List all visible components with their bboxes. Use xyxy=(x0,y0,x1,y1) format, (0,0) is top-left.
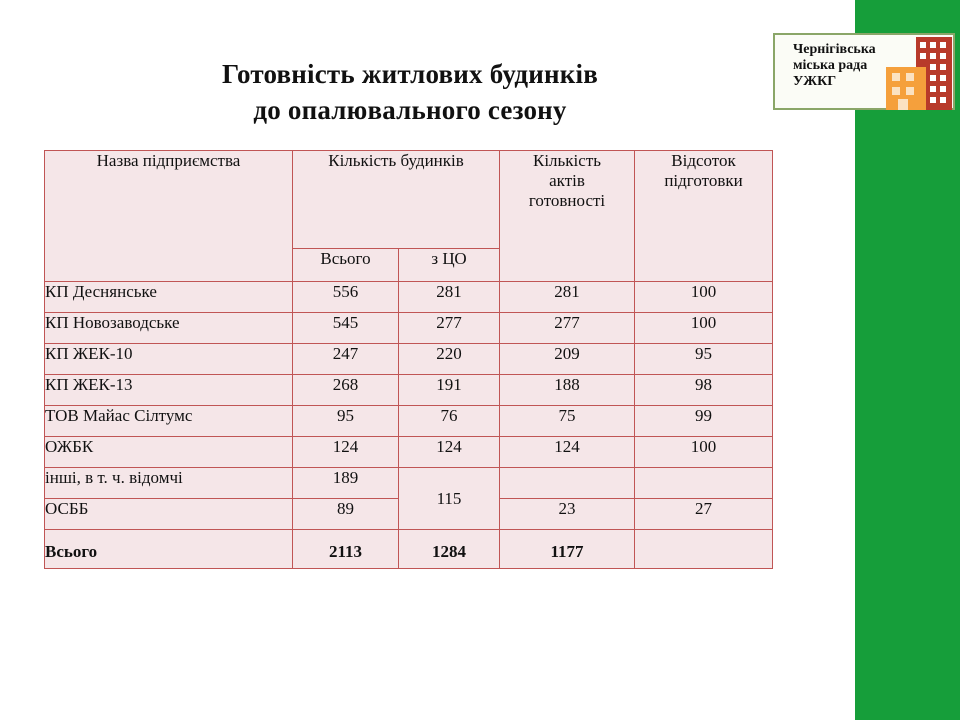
row-acts: 124 xyxy=(500,437,635,468)
row-name: ОСББ xyxy=(45,499,293,530)
row-acts: 23 xyxy=(500,499,635,530)
header-acts xyxy=(500,151,635,282)
row-name: КП Деснянське xyxy=(45,282,293,313)
table-row xyxy=(45,406,773,437)
row-co: 277 xyxy=(399,313,500,344)
row-percent: 100 xyxy=(635,282,773,313)
row-percent: 95 xyxy=(635,344,773,375)
header-percent xyxy=(635,151,773,282)
row-co: 191 xyxy=(399,375,500,406)
row-total: 124 xyxy=(293,437,399,468)
row-acts: 209 xyxy=(500,344,635,375)
row-percent xyxy=(635,468,773,499)
row-total: 545 xyxy=(293,313,399,344)
logo-line-1: Чернігівська xyxy=(793,42,876,57)
table-row xyxy=(45,437,773,468)
row-percent: 100 xyxy=(635,437,773,468)
header-with-co: з ЦО xyxy=(399,249,500,282)
header-percent-text: Відсоток підготовки xyxy=(664,151,743,190)
logo-line-3: УЖКГ xyxy=(793,74,837,89)
header-total: Всього xyxy=(293,249,399,282)
row-name: ТОВ Майас Сілтумс xyxy=(45,406,293,437)
summary-total: 2113 xyxy=(293,530,399,569)
row-total: 247 xyxy=(293,344,399,375)
table-row xyxy=(45,375,773,406)
row-acts: 75 xyxy=(500,406,635,437)
buildings-icon xyxy=(886,37,956,110)
row-percent: 98 xyxy=(635,375,773,406)
table-row xyxy=(45,313,773,344)
row-name: ОЖБК xyxy=(45,437,293,468)
row-acts: 277 xyxy=(500,313,635,344)
summary-acts: 1177 xyxy=(500,530,635,569)
header-buildings: Кількість будинків xyxy=(293,151,500,249)
row-co-merged: 115 xyxy=(399,468,500,530)
row-total: 189 xyxy=(293,468,399,499)
row-acts: 281 xyxy=(500,282,635,313)
header-name: Назва підприємства xyxy=(45,151,293,282)
logo-line-2: міська рада xyxy=(793,58,868,73)
table-row xyxy=(45,344,773,375)
row-total: 268 xyxy=(293,375,399,406)
logo-box xyxy=(773,33,955,110)
table-row xyxy=(45,468,773,499)
row-total: 556 xyxy=(293,282,399,313)
row-percent: 27 xyxy=(635,499,773,530)
row-total: 89 xyxy=(293,499,399,530)
row-co: 124 xyxy=(399,437,500,468)
row-total: 95 xyxy=(293,406,399,437)
header-row-1 xyxy=(45,151,773,249)
summary-row xyxy=(45,530,773,569)
logo-text xyxy=(793,42,876,90)
readiness-table xyxy=(44,150,773,569)
row-co: 281 xyxy=(399,282,500,313)
page-title xyxy=(130,56,690,128)
title-line-2: до опалювального сезону xyxy=(253,95,567,125)
row-percent: 99 xyxy=(635,406,773,437)
header-acts-text: Кількість актів готовності xyxy=(528,151,606,210)
row-co: 220 xyxy=(399,344,500,375)
row-name: КП ЖЕК-10 xyxy=(45,344,293,375)
row-co: 76 xyxy=(399,406,500,437)
row-name: КП ЖЕК-13 xyxy=(45,375,293,406)
row-name: інші, в т. ч. відомчі xyxy=(45,468,293,499)
summary-name: Всього xyxy=(45,530,293,569)
row-name: КП Новозаводське xyxy=(45,313,293,344)
title-line-1: Готовність житлових будинків xyxy=(222,59,598,89)
summary-co: 1284 xyxy=(399,530,500,569)
summary-percent xyxy=(635,530,773,569)
row-percent: 100 xyxy=(635,313,773,344)
row-acts xyxy=(500,468,635,499)
row-acts: 188 xyxy=(500,375,635,406)
table-row xyxy=(45,282,773,313)
